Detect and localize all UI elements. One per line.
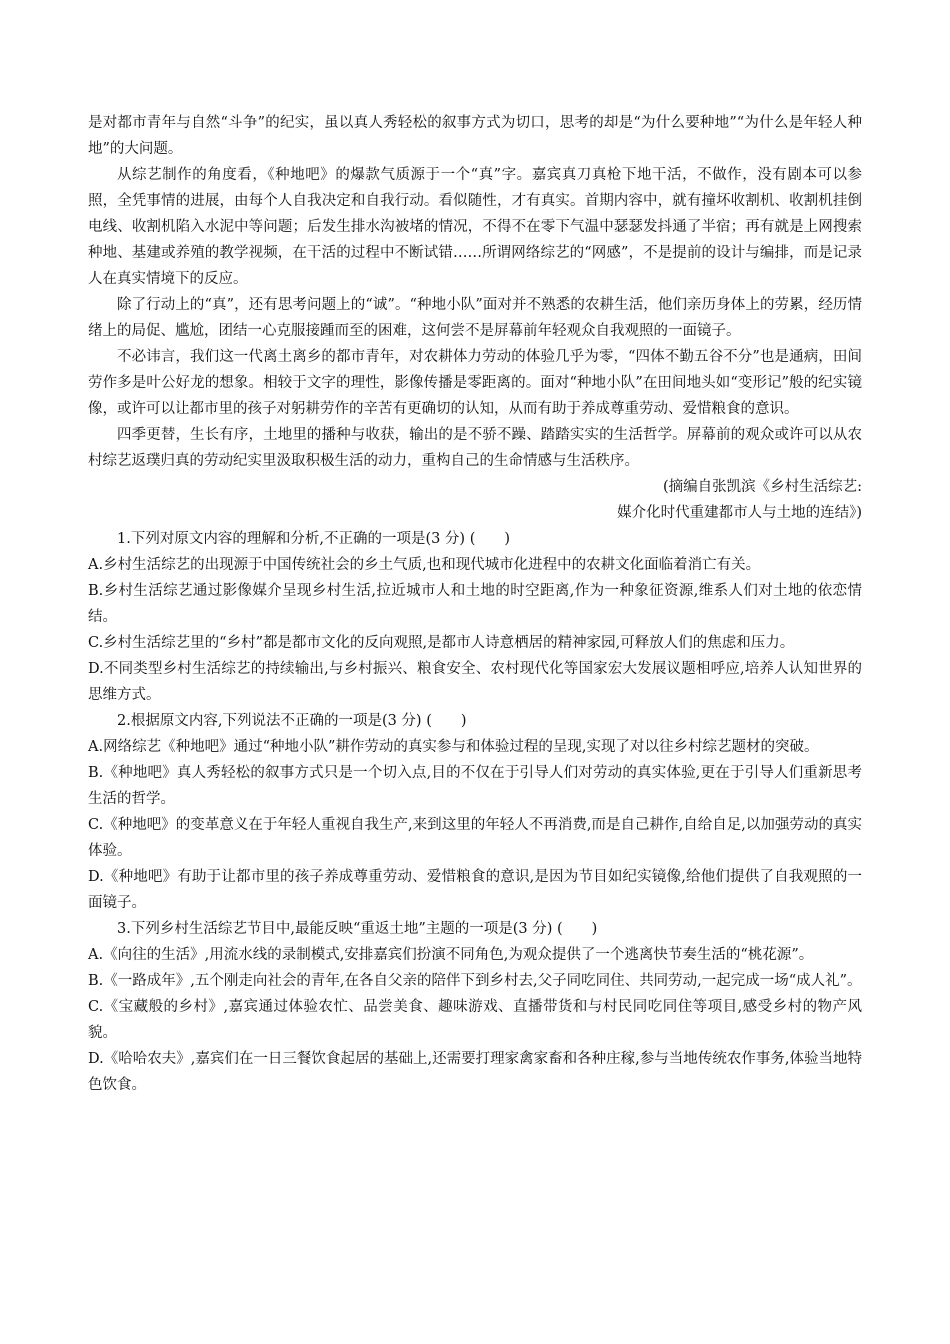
question-1-option-d: D.不同类型乡村生活综艺的持续输出,与乡村振兴、粮食安全、农村现代化等国家宏大发展议题相呼应,培养人认知世界的思维方式。 (88, 661, 862, 703)
article-paragraph-2: 从综艺制作的角度看，《种地吧》的爆款气质源于一个“真”字。嘉宾真刀真枪下地干活，不做作，没有剧本可以参照，全凭事情的进展，由每个人自我决定和自我行动。看似随性，才有真实。首期内容中，就有撞坏收割机、收割机挂倒电线、收割机陷入水泥中等问题；后发生排水沟被堵的情况，不得不在零下气温中瑟瑟发抖通了半宿；再有就是上网搜索种地、基建或养殖的教学视频，在干活的过程中不断试错……所谓网络综艺的“网感”，不是提前的设计与编排，而是记录人在真实情境下的反应。 (88, 167, 862, 287)
question-2-option-a: A.网络综艺《种地吧》通过“种地小队”耕作劳动的真实参与和体验过程的呈现,实现了对以往乡村综艺题材的突破。 (88, 739, 819, 755)
question-2-option-b: B.《种地吧》真人秀轻松的叙事方式只是一个切入点,目的不仅在于引导人们对劳动的真实体验,更在于引导人们重新思考生活的哲学。 (88, 765, 862, 807)
article-paragraph-1: 是对都市青年与自然“斗争”的纪实，虽以真人秀轻松的叙事方式为切口，思考的却是“为什么要种地”“为什么是年轻人种地”的大问题。 (88, 115, 862, 157)
article-source-line-1: (摘编自张凯滨《乡村生活综艺: (662, 479, 862, 495)
question-1-option-c: C.乡村生活综艺里的“乡村”都是都市文化的反向观照,是都市人诗意栖居的精神家园,可释放人们的焦虑和压力。 (88, 635, 795, 651)
question-3-option-c: C.《宝藏般的乡村》,嘉宾通过体验农忙、品尝美食、趣味游戏、直播带货和与村民同吃同住等项目,感受乡村的物产风貌。 (88, 999, 862, 1041)
article-paragraph-5: 四季更替，生长有序，土地里的播种与收获，输出的是不骄不躁、踏踏实实的生活哲学。屏幕前的观众或许可以从农村综艺返璞归真的劳动纪实里汲取积极生活的动力，重构自己的生命情感与生活秩序。 (88, 427, 862, 469)
article-paragraph-3: 除了行动上的“真”，还有思考问题上的“诚”。“种地小队”面对并不熟悉的农耕生活，他们亲历身体上的劳累，经历情绪上的局促、尴尬，团结一心克服接踵而至的困难，这何尝不是屏幕前年轻观众自我观照的一面镜子。 (88, 297, 862, 339)
question-2-option-d: D.《种地吧》有助于让都市里的孩子养成尊重劳动、爱惜粮食的意识,是因为节目如纪实镜像,给他们提供了自我观照的一面镜子。 (88, 869, 862, 911)
question-2-stem: 2.根据原文内容,下列说法不正确的一项是(3 分) ( ) (117, 713, 467, 729)
question-3-option-d: D.《哈哈农夫》,嘉宾们在一日三餐饮食起居的基础上,还需要打理家禽家畜和各种庄稼,参与当地传统农作事务,体验当地特色饮食。 (88, 1051, 862, 1093)
question-3-stem: 3.下列乡村生活综艺节目中,最能反映“重返土地”主题的一项是(3 分) ( ) (117, 921, 598, 937)
article-paragraph-4: 不必讳言，我们这一代离土离乡的都市青年，对农耕体力劳动的体验几乎为零，“四体不勤五谷不分”也是通病，田间劳作多是叶公好龙的想象。相较于文字的理性，影像传播是零距离的。面对“种地小队”在田间地头如“变形记”般的纪实镜像，或许可以让都市里的孩子对躬耕劳作的辛苦有更确切的认知，从而有助于养成尊重劳动、爱惜粮食的意识。 (88, 349, 862, 417)
question-3-option-b: B.《一路成年》,五个刚走向社会的青年,在各自父亲的陪伴下到乡村去,父子同吃同住、共同劳动,一起完成一场“成人礼”。 (88, 973, 862, 989)
article-source-line-2: 媒介化时代重建都市人与土地的连结》) (617, 505, 862, 521)
question-2-option-c: C.《种地吧》的变革意义在于年轻人重视自我生产,来到这里的年轻人不再消费,而是自己耕作,自给自足,以加强劳动的真实体验。 (88, 817, 862, 859)
question-1-option-a: A.乡村生活综艺的出现源于中国传统社会的乡土气质,也和现代城市化进程中的农耕文化面临着消亡有关。 (88, 557, 761, 573)
question-1-stem: 1.下列对原文内容的理解和分析,不正确的一项是(3 分) ( ) (117, 531, 511, 547)
question-3-option-a: A.《向往的生活》,用流水线的录制模式,安排嘉宾们扮演不同角色,为观众提供了一个逃离快节奏生活的“桃花源”。 (88, 947, 814, 963)
question-1-option-b: B.乡村生活综艺通过影像媒介呈现乡村生活,拉近城市人和土地的时空距离,作为一种象征资源,维系人们对土地的依恋情结。 (88, 583, 862, 625)
